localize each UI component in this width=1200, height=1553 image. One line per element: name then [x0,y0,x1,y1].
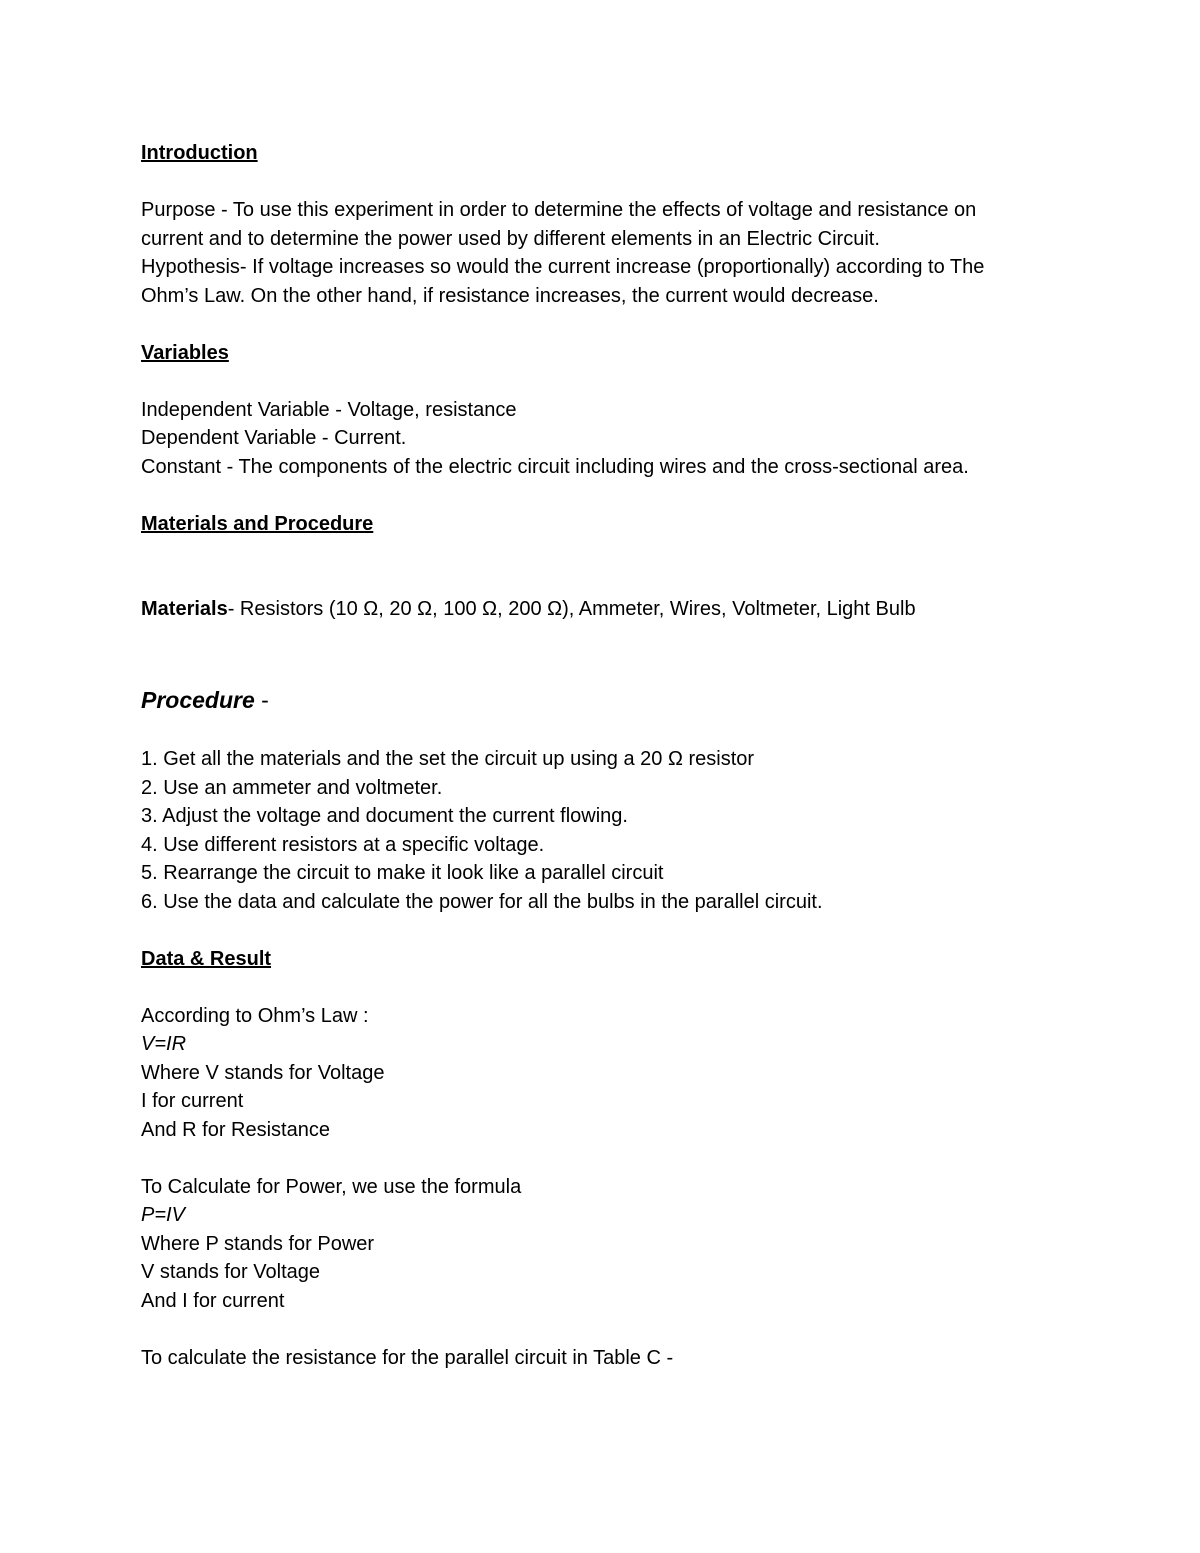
procedure-suffix: - [254,686,269,713]
materials-line [141,595,1101,624]
parallel-resistance-line: To calculate the resistance for the parallel circuit in Table C - [141,1346,674,1369]
independent-variable-line: Independent Variable - Voltage, resistance [141,398,517,421]
materials-procedure-heading: Materials and Procedure [141,512,374,535]
power-definition: And I for current [141,1289,285,1312]
data-result-heading: Data & Result [141,947,272,970]
procedure-step: 3. Adjust the voltage and document the current flowing. [141,805,628,827]
hypothesis-line-1: Hypothesis- If voltage increases so would the current increase (proportionally) according to The [141,256,985,278]
document-page [141,139,1101,1372]
dependent-variable-line: Dependent Variable - Current. [141,427,407,449]
spacer [141,538,1101,595]
power-formula: P=IV [141,1204,185,1226]
procedure-step: 1. Get all the materials and the set the circuit up using a 20 Ω resistor [141,748,755,770]
introduction-heading: Introduction [141,142,258,164]
power-intro: To Calculate for Power, we use the formula [141,1175,522,1198]
ohms-law-definition: Where V stands for Voltage [141,1061,385,1084]
purpose-line-1: Purpose - To use this experiment in order to determine the effects of voltage and resistance on [141,199,977,221]
hypothesis-line-2: Ohm’s Law. On the other hand, if resistance increases, the current would decrease. [141,284,879,307]
spacer [141,973,1101,1002]
procedure-step: 4. Use different resistors at a specific voltage. [141,833,545,856]
materials-text: - Resistors (10 Ω, 20 Ω, 100 Ω, 200 Ω), Ammeter, Wires, Voltmeter, Light Bulb [227,598,916,620]
ohms-law-intro: According to Ohm’s Law : [141,1004,369,1027]
spacer [141,367,1101,396]
variables-heading: Variables [141,341,229,364]
ohms-law-formula: V=IR [141,1033,187,1055]
procedure-heading [141,685,1101,715]
spacer [141,481,1101,510]
purpose-line-2: current and to determine the power used by different elements in an Electric Circuit. [141,227,880,250]
power-definition: V stands for Voltage [141,1261,321,1283]
constant-line: Constant - The components of the electric circuit including wires and the cross-sectional area. [141,455,969,478]
procedure-step: 5. Rearrange the circuit to make it look like a parallel circuit [141,862,664,884]
materials-label: Materials [141,598,228,620]
spacer [141,717,1101,746]
procedure-step: 2. Use an ammeter and voltmeter. [141,776,443,799]
spacer [141,168,1101,197]
spacer [141,310,1101,339]
spacer [141,1315,1101,1344]
spacer [141,916,1101,945]
procedure-label: Procedure [141,686,255,713]
procedure-step: 6. Use the data and calculate the power for all the bulbs in the parallel circuit. [141,890,823,913]
power-definition: Where P stands for Power [141,1232,375,1255]
spacer [141,1144,1101,1173]
ohms-law-definition: And R for Resistance [141,1118,330,1141]
spacer [141,624,1101,681]
ohms-law-definition: I for current [141,1090,244,1112]
